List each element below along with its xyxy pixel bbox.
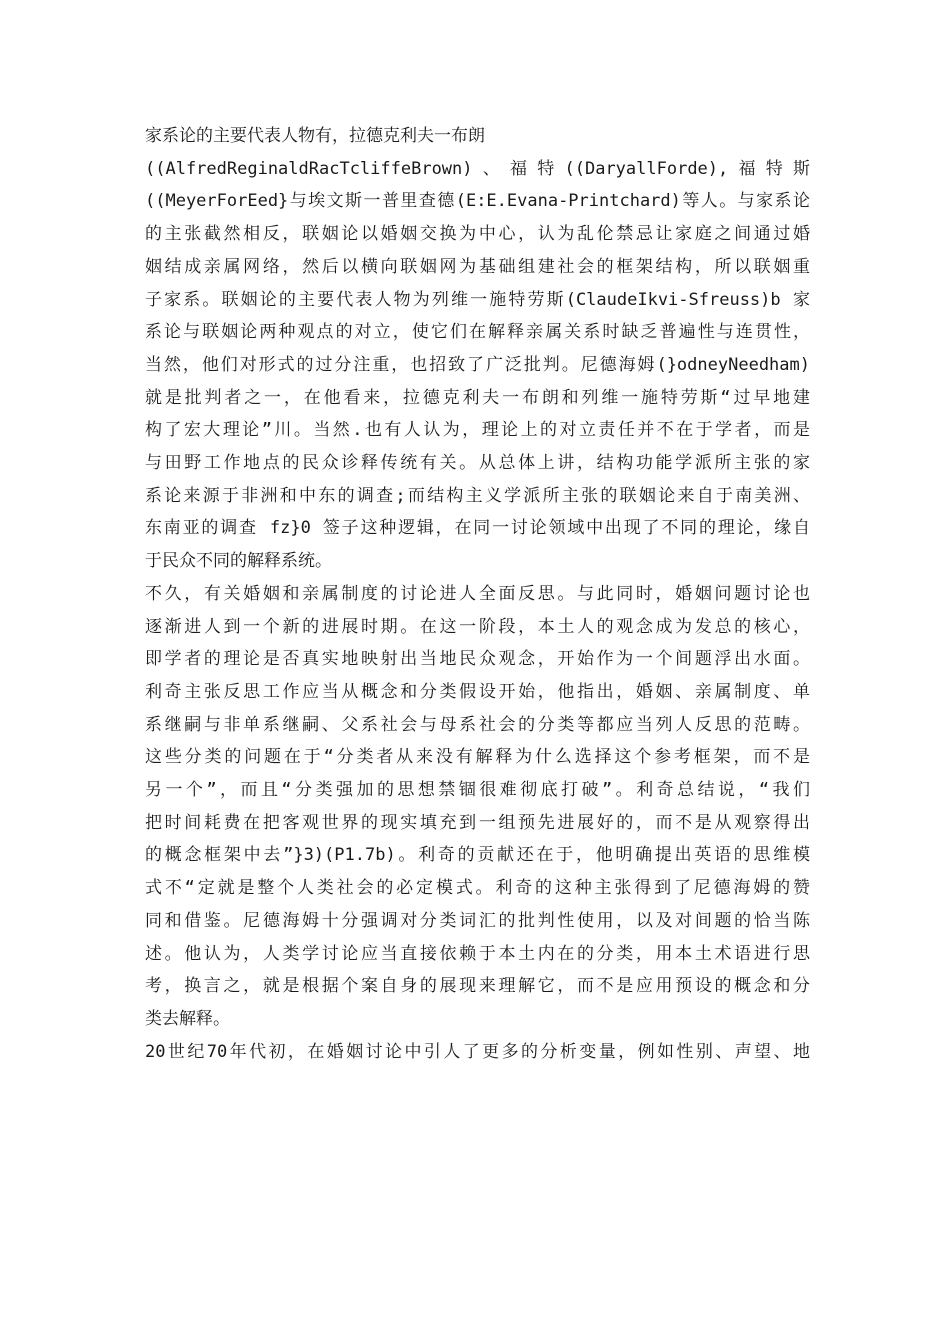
text-line: 就是批判者之一，在他看来，拉德克利夫一布朗和列维一施特劳斯“过早地建 xyxy=(145,387,810,408)
text-line: 把时间耗费在把客观世界的现实填充到一组预先进展好的，而不是从观察得出 xyxy=(145,812,810,833)
text-line: 家系论的主要代表人物有，拉德克利夫一布朗 xyxy=(145,126,485,146)
text-line: 不久，有关婚姻和亲属制度的讨论进人全面反思。与此同时，婚姻问题讨论也 xyxy=(145,583,810,604)
paragraph-3 xyxy=(145,1036,810,1069)
text-line: 构了宏大理论”川。当然.也有人认为，理论上的对立责任并不在于学者，而是 xyxy=(145,420,810,441)
document-page xyxy=(145,120,810,1068)
text-line: 述。他认为，人类学讨论应当直接依赖于本土内在的分类，用本土术语进行思 xyxy=(145,943,810,964)
text-line: 考，换言之，就是根据个案自身的展现来理解它，而不是应用预设的概念和分 xyxy=(145,976,810,997)
text-line: 逐渐进人到一个新的进展时期。在这一阶段，本土人的观念成为发总的核心， xyxy=(145,616,810,637)
paragraph-2 xyxy=(145,578,810,1036)
text-line: 系论与联姻论两种观点的对立，使它们在解释亲属关系时缺乏普遍性与连贯性， xyxy=(145,322,810,343)
text-line: 即学者的理论是否真实地映射出当地民众观念，开始作为一个间题浮出水面。 xyxy=(145,649,810,670)
text-line: 系继嗣与非单系继嗣、父系社会与母系社会的分类等都应当列人反思的范畴。 xyxy=(145,714,810,735)
text-line: ((MeyerForEed}与埃文斯一普里查德(E:E.Evana-Printchard)等人。与家系论 xyxy=(145,191,810,212)
text-line: 于民众不同的解释系统。 xyxy=(145,551,332,572)
text-line: 当然，他们对形式的过分注重，也招致了广泛批判。尼德海姆(}odneyNeedham) xyxy=(145,354,810,375)
text-line: 利奇主张反思工作应当从概念和分类假设开始，他指出，婚姻、亲属制度、单 xyxy=(145,681,810,702)
text-line: 东南亚的调查 fz}0 签子这种逻辑，在同一讨论领域中出现了不同的理论，缘自 xyxy=(145,518,810,539)
text-line: 20世纪70年代初，在婚姻讨论中引人了更多的分析变量，例如性别、声望、地 xyxy=(145,1041,810,1062)
text-line: ((AlfredReginaldRacTcliffeBrown) 、 福 特 ((DaryallForde), 福 特 斯 xyxy=(145,158,810,179)
text-line: 子家系。联姻论的主要代表人物为列维一施特劳斯(ClaudeIkvi-Sfreuss)b 家 xyxy=(145,289,810,310)
text-line: 另一个”，而且“分类强加的思想禁锢很难彻底打破”。利奇总结说，“我们 xyxy=(145,780,810,801)
text-line: 姻结成亲属网络，然后以横向联姻网为基础组建社会的框架结构，所以联姻重 xyxy=(145,256,810,277)
text-line: 的主张截然相反，联姻论以婚姻交换为中心，认为乱伦禁忌让家庭之间通过婚 xyxy=(145,224,810,245)
text-line: 与田野工作地点的民众诊释传统有关。从总体上讲，结构功能学派所主张的家 xyxy=(145,453,810,474)
text-line: 类去解释。 xyxy=(145,1008,230,1029)
text-line: 式不“定就是整个人类社会的必定模式。利奇的这种主张得到了尼德海姆的赞 xyxy=(145,878,810,899)
text-line: 系论来源于非洲和中东的调查;而结构主义学派所主张的联姻论来自于南美洲、 xyxy=(145,485,810,506)
text-line: 的概念框架中去”}3)(P1.7b)。利奇的贡献还在于，他明确提出英语的思维模 xyxy=(145,845,810,866)
text-line: 这些分类的问题在于“分类者从来没有解释为什么选择这个参考框架，而不是 xyxy=(145,747,810,768)
text-line: 同和借鉴。尼德海姆十分强调对分类词汇的批判性使用，以及对间题的恰当陈 xyxy=(145,910,810,931)
paragraph-1 xyxy=(145,120,810,578)
